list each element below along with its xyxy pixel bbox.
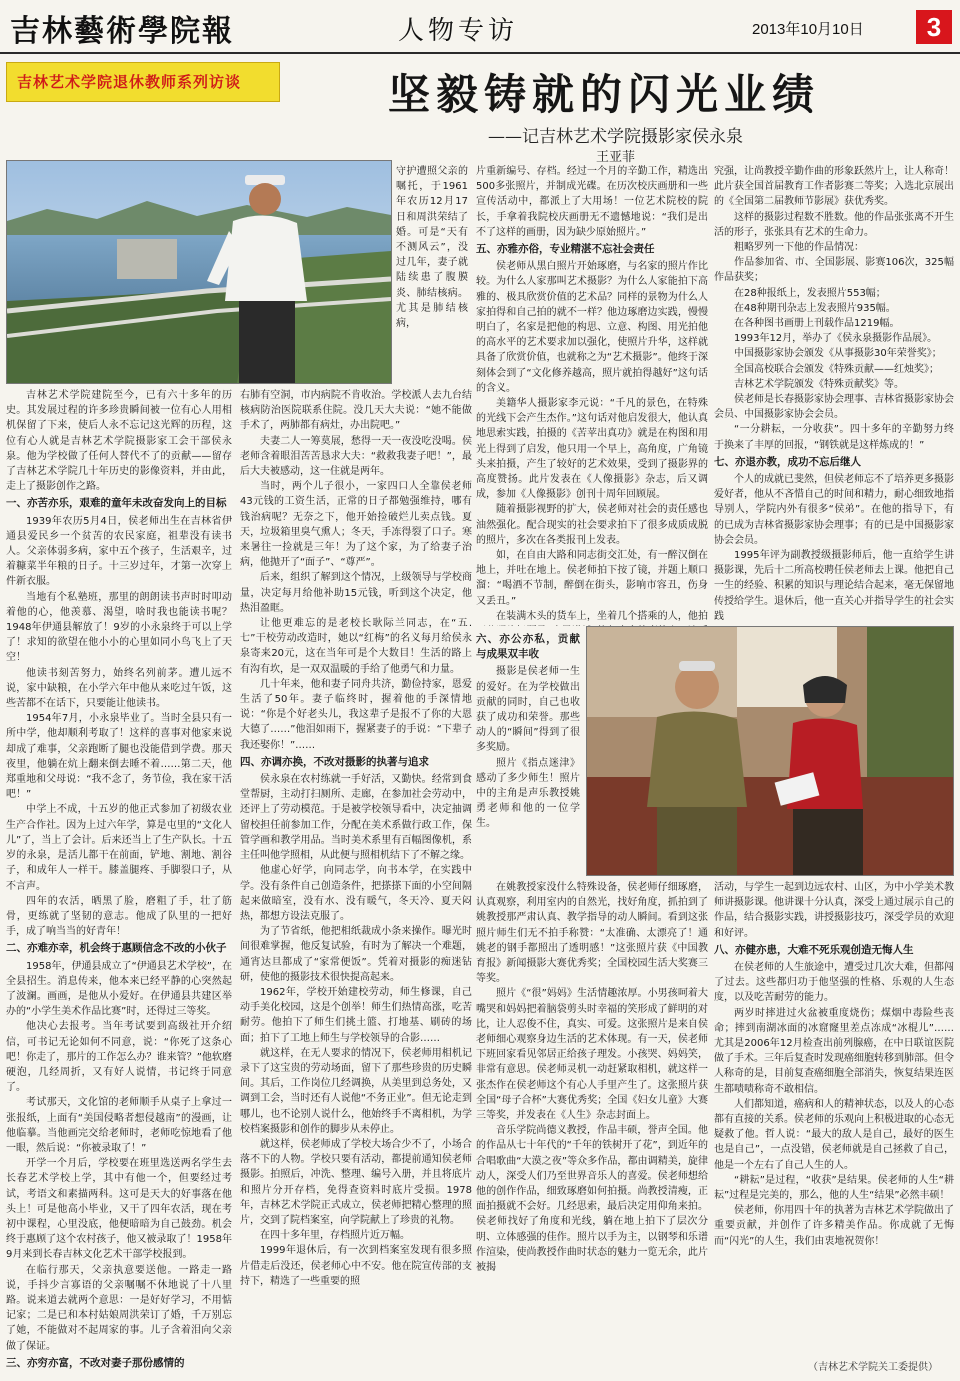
paragraph: 如，在自由大路和同志街交汇处，有一醉汉倒在地上，并吐在地上。侯老师拍下按了镜，并题上顺口溜：“喝酒不节制，醉倒在街头，影响市容丑，伤身又丢丑。” — [476, 550, 708, 607]
paragraph: 四年的农活，晒黑了脸，磨粗了手，壮了筋骨，更练就了坚韧的意志。他成了队里的一把好手，成了响当当的好青年！ — [6, 895, 232, 938]
text-column-top — [396, 164, 468, 386]
page-number-badge: 3 — [916, 10, 952, 44]
paragraph: 究强，让尚教授辛勤作曲的形象跃然片上，让人称奇！此片获全国首届教育工作者影赛二等奖；入选北京展出的《全国第二届教师节影展》获优秀奖。 — [714, 166, 954, 208]
paragraph: 在各种图书画册上刊载作品1219幅。 — [734, 318, 900, 330]
section-name: 人物专访 — [398, 16, 519, 46]
text-column-2 — [240, 388, 472, 1374]
paragraph: 活动，与学生一起到边远农村、山区，为中小学美术教师讲摄影课。他讲课十分认真，深受上通过展示自己的作品，结合摄影实践，讲授摄影技巧，深受学员的欢迎和好评。 — [714, 882, 954, 939]
paragraph: “一分耕耘，一分收获”。四十多年的辛勤努力终于换来了丰厚的回报，“钢铁就是这样炼成的！” — [714, 424, 954, 451]
paragraph: 侯老师，你用四十年的执著为吉林艺术学院做出了重要贡献，并创作了许多精美作品。你成就了无悔而“闪光”的人生，我们由衷地祝贺你！ — [714, 1205, 954, 1247]
paragraph: 开学一个月后，学校要在班里选送两名学生去长春艺术学校上学，其中有他一个，但要经过考试，考语文和素描两科。这可是天大的好事落在他头上！可是他高小毕业，又干了四年农活，现在考初中课程，心里没底，他便暗暗为自己鼓劲。机会终于惠顾了这个农村孩子，他又被录取了！1958年9月来到长春吉林文化艺术干部学校报到。 — [6, 1158, 232, 1261]
text-column-4-lower — [714, 880, 954, 1356]
paragraph: 让他更难忘的是老校长耿际兰同志，在“五.七”干校劳动改造时，她以“红梅”的名义每月给侯永泉寄来20元，这在当年可是个大数目！生活的路上有沟有坎，是一双双温暖的手给了他勇气和力量。 — [240, 618, 472, 675]
text-column-3-narrow — [476, 630, 580, 878]
paragraph: 美籍华人摄影家李元说：“千凡的景色，在特殊的光线下会产生杰作。”这句话对他启发很大，他认真地思索实践，拍摄的《苦苹出真功》就是在构图和用光上得到了启发，他只用一个早上，高角度，广角镜头来拍摄，产生了较好的艺术效果，受到了摄影界的高度赞扬。此片发表在《人像摄影》杂志，后又调成，参加《人像摄影》创刊十周年回顾展。 — [476, 398, 708, 501]
paragraph: 为了节省纸，他把相纸裁成小条来操作。曝光时间很难掌握，他反复试验，有时为了解决一个难题，通宵达旦都成了“家常便饭”。凭着对摄影的痴迷钻研，使他的摄影技术很快提高起来。 — [240, 926, 472, 983]
paragraph: 1999年退休后，有一次到档案室发现有很多照片借走后没还，侯老师心中不安。他在院宣传部的支持下，精选了一些重要的照 — [240, 1245, 472, 1287]
paragraph: 右肺有空洞，市内病院不肯收治。学校派人去九台结核病防治医院联系住院。没几天大夫说：“她不能做手术了，两肺都有病灶，办出院吧。” — [240, 390, 472, 432]
paragraph: 音乐学院尚德义教授，作品丰硕，誉声全国。他的作品从七十年代的“千年的铁树开了花”，到近年的合唱歌曲“大漠之夜”等众多作品，都由调精美，旋律动人，深受人们乃至世界音乐人的喜爱。侯老师想给他的创作作品，细致琢磨如何拍摄。尚教授清瘦，正面拍摄就不会好。几经思索，最后决定用仰角来拍。侯老师找好了角度和光线，躺在地上拍下了层次分明、立体感强的佳作。照片以手为主，以钢琴和乐谱作渲染，使尚教授作曲时状态的魅力一览无余，此片被揭 — [476, 1125, 708, 1274]
paragraph: 守护遭照父亲的嘱托，于1961年农历12月17日和周洪荣结了婚。可是“天有不测风云”，没过几年，妻子就陆续患了腹膜炎、肺结核病。尤其是肺结核病， — [396, 166, 468, 330]
paragraph: 1962年，学校开始建校劳动，师生修课，自己动手美化校园，这是个创举！师生们热情高涨，吃苦耐劳。他拍下了师生们挑土篮、打地基、刷砖的场面；拍下了工地上师生与学校领导的合影…… — [240, 986, 472, 1044]
section-heading: 一、亦苦亦乐，艰难的童年未改奋发向上的目标 — [6, 497, 227, 510]
paragraph: 他决心去报考。当年考试要到高级社开介绍信，可书记无论如何不同意，说：“你死了这条心吧！你走了，那片的工作怎么办？谁来管？”他软磨硬泡，几经周折，又有好人说情，书记终于同意了。 — [6, 1021, 232, 1094]
paragraph: 侯老师是长春摄影家协会理事、吉林省摄影家协会会员、中国摄影家协会会员。 — [714, 394, 954, 421]
section-heading: 七、亦退亦教，成功不忘后继人 — [714, 455, 861, 468]
text-column-4 — [714, 164, 954, 626]
paragraph: 1958年，伊通县成立了“伊通县艺术学校”，在全县招生。消息传来，他本来已经平静的心突然起了波澜。画画，是他从小爱好。在伊通县共建区举办的“小学生美术作品比赛”时，还得过三等奖。 — [6, 960, 232, 1018]
paragraph: 考试那天，文化馆的老师顺手从桌子上拿过一张报纸，上面有“美国侵略者想侵越南”的漫画，让他临摹。当他画完交给老师时，老师吃惊地看了他一眼，然后说：“你被录取了！” — [6, 1097, 232, 1154]
paragraph: 后来，组织了解到这个情况，上级领导与学校商量，决定每月给他补助15元钱，听到这个决定，他热泪盈眶。 — [240, 572, 472, 614]
paragraph: 1954年7月，小永泉毕业了。当时全县只有一所中学，他却顺利考取了！这样的喜事对他家来说却成了难事，父亲跑断了腿也没能借到学费。那天夜里，他躺在炕上翻来倒去睡不着……第二天，他郑重地和父母说：“我不念了，务节俭，我在家干活吧！” — [6, 713, 232, 801]
paragraph: 照片《指点迷津》感动了多少师生！照片中的主角是声乐教授姚勇老师和他的一位学生。 — [476, 757, 580, 830]
masthead — [0, 0, 960, 54]
paragraph: 夫妻二人一筹莫展，愁得一天一夜没吃没喝。侯老师含着眼泪苦苦恳求大夫：“救救我妻子吧！”，最后大夫被感动，这一住就是两年。 — [240, 435, 472, 478]
paragraph: 中国摄影家协会颁发《从事摄影30年荣誉奖》； — [734, 348, 942, 360]
paragraph: “耕耘”是过程，“收获”是结果。侯老师的人生“耕耘”过程是完美的，那么，他的人生“结果”必然丰硕！ — [714, 1174, 954, 1202]
paragraph: 全国高校联合会颁发《特殊贡献——红烛奖》； — [734, 363, 939, 375]
section-heading: 三、亦穷亦富，不改对妻子那份感情的 — [6, 1356, 185, 1369]
section-heading: 四、亦调亦换，不改对摄影的执著与追求 — [240, 755, 429, 768]
paper-name: 吉林藝術學院報 — [10, 14, 234, 49]
section-heading: 八、亦健亦患，大难不死乐观创造无悔人生 — [714, 943, 914, 956]
paragraph: 摄影是侯老师一生的爱好。在为学校做出贡献的同时，自己也收获了成功和荣誉。那些动人的“瞬间”得到了很多奖励。 — [476, 666, 580, 754]
paragraph: 就这样，侯老师成了学校大场合少不了，小场合落不下的人物。学校只要有活动，都提前通知侯老师摄影。拍照后，冲洗、整理、编号入册，并且将底片和照片分开存档，免得查资料时底片受损。1978年，吉林艺术学院正式成立，侯老师把精心整理的照片，交到了院档案室，向学院献上了珍贵的礼物。 — [240, 1138, 472, 1226]
paragraph: 他读书刻苦努力，始终名列前茅。遭儿远不说，家中缺粮，在小学六年中他从来吃过午饭，这些苦都不在话下，只要能让他读书。 — [6, 667, 232, 710]
paragraph: 这样的摄影过程数不胜数。他的作品张张离不开生活的形子，张张具有艺术的生命力。 — [714, 211, 954, 238]
byline: 王亚菲 — [596, 150, 636, 165]
headline: 坚毅铸就的闪光业绩 — [388, 70, 821, 119]
issue-date: 2013年10月10日 — [752, 21, 864, 38]
paragraph: 作品参加省、市、全国影展、影赛106次，325幅作品获奖； — [714, 257, 954, 284]
paragraph: 中学上不成，十五岁的他正式参加了初级农业生产合作社。因为上过六年学，算是屯里的“文化人儿”了，当上了会计。后来还当上了生产队长。十五岁的永泉，是活儿都干在前面，铲地、割地、割谷子，和成年人一样干。膝盖腿疼、手脚裂口子，从不言声。 — [6, 804, 232, 892]
paragraph: 在28种报纸上，发表照片553幅； — [734, 287, 886, 299]
text-column-3-lower — [476, 880, 708, 1374]
paragraph: 在临行那天，父亲执意要送他。一路走一路说，手抖少言寡语的父亲嘱嘱不休地说了十八里路。说来道去就两个意思：一是好好学习，不用惦记家；二是已和本村姑娘周洪荣订了婚，千万别忘了她，不能做对不起周家的事。儿子含着泪向父亲做了保证。 — [6, 1264, 232, 1352]
text-column-1 — [6, 388, 232, 1374]
paragraph: 两岁时摔进过火盆被重度烧伤；煤烟中毒险些丧命；摔到南湖冰面的冰窟窿里差点冻成“冰棍儿”……尤其是2006年12月检查出前列腺癌，在中日联谊医院做了手术。三年后复查时发现癌细胞转移到肺部。但令人称奇的是，目前复查癌细胞全部消失，恢复结果连医生都啧啧称奇不敢相信。 — [714, 1007, 954, 1095]
paragraph: 吉林艺术学院颁发《特殊贡献奖》等。 — [734, 378, 904, 390]
paragraph: 当时，两个儿子很小，一家四口人全靠侯老师43元钱的工资生活，正常的日子都勉强维持，哪有钱治病呢？无奈之下，他开始捡破烂儿卖点钱。夏天，垃圾箱里臭气熏人；冬天，手冻得裂了口子。寒来暑往一捡就是三年！为了这个家，为了给妻子治病，他抛开了“面子”、“尊严”。 — [240, 481, 472, 569]
paragraph: 侯老师从黑白照片开始琢磨，与名家的照片作比较。为什么人家那叫艺术摄影？为什么人家能拍下高雅的、极具欣赏价值的艺术品？同样的景物为什么人家拍得和自己拍的就不一样？他边琢磨边实践，慢慢明白了，名家是把他的构思、立意、构图、用光拍他的高水平的艺术要求加以强化，使照片升华，这样就具备了欣赏价值，也就称之为“艺术摄影”。他终于深刻体会到了“文化修养越高，照片就拍得越好”这句话的含义。 — [476, 261, 708, 394]
photo-portrait-by-lake — [6, 160, 392, 384]
paragraph: 就这样，在无人要求的情况下，侯老师用相机记录下了这宝贵的劳动场面，留下了那些珍贵的历史瞬间。其后，工作岗位几经调换，从美里到总务处，又调到工会，当时还有人说他“不务正业”。但无论走到哪儿，也不论别人说什么，他始终手不离相机，为学校档案摄影和创作的脚步从未停止。 — [240, 1047, 472, 1135]
section-heading: 六、亦公亦私，贡献与成果双丰收 — [476, 633, 580, 661]
subheadline: ——记吉林艺术学院摄影家侯永泉 — [488, 127, 743, 147]
section-heading: 五、亦雅亦俗，专业精湛不忘社会责任 — [476, 243, 655, 256]
paragraph: 随着摄影视野的扩大，侯老师对社会的责任感也油然强化。配合现实的社会要求拍下了很多成质成脱的照片，多次在各类报刊上发表。 — [476, 504, 708, 546]
paragraph: 1993年12月，举办了《侯永泉摄影作品展》。 — [734, 333, 938, 345]
paragraph: 个人的成就已斐然，但侯老师忘不了培养更多摄影爱好者，他从不吝惜自己的时间和精力，耐心细致地指导别人，学院内外有很多“侯弟”。在他的指导下，有的已成为吉林省摄影家协会理事；有的已是中国摄影家协会会员。 — [714, 474, 954, 546]
paragraph: 吉林艺术学院建院至今，已有六十多年的历史。其发展过程的许多珍贵瞬间被一位有心人用相机保留了下来，使后人永不忘记这光辉的历程，这位有心人就是吉林艺术学院摄影家工会干部侯永泉。他为学校做了任何人替代不了的贡献——留存了吉林艺术学院几十年历史的影像资料，并由此，走上了摄影创作之路。 — [6, 390, 232, 493]
series-banner — [6, 62, 280, 102]
photo-interview-image — [587, 627, 953, 875]
paragraph: 1995年评为副教授级摄影师后，他一直给学生讲摄影课，先后十二所高校聘任侯老师去上课。他把自己一生的经验、积累的知识与理论结合起来，毫无保留地传授给学生。退休后，他一直关心并指导学生的社会实践 — [714, 550, 954, 622]
paragraph: 他虚心好学，向同志学，向书本学，在实践中学。没有条件自己创造条件，把搽搽下面的小空间隔起来做暗室，没有水、没有暖气，冬天冷、夏天闷热，都想方设法克服了。 — [240, 865, 472, 922]
paragraph: 几十年来，他和妻子同舟共济，勤俭持家，恩爱生活了50年。妻子临终时，握着他的手深情地说：“你是个好老头儿，我这辈子是报不了你的大恩大德了……”他泪如雨下，握紧妻子的手说：“下辈子我还娶你！”…… — [240, 678, 472, 751]
paragraph: 在侯老师的人生旅途中，遭受过几次大难，但都闯了过去。这些都归功于他坚强的性格、乐观的人生态度，以及吃苦耐劳的能力。 — [714, 962, 954, 1004]
paragraph: 在四十多年里，存档照片近万幅。 — [260, 1230, 410, 1242]
paragraph: 粗略罗列一下他的作品情况： — [734, 242, 864, 254]
paragraph: 人们都知道，癌病和人的精神状态，以及人的心态都有直接的关系。侯老师的乐观向上积极进取的心态无疑救了他。哲人说：“最大的敌人是自己，最好的医生也是自己”，一点没错，侯老师就是自己拯救了自己，他是一个左右了自己人生的人。 — [714, 1098, 954, 1171]
credit-line: （吉林艺术学院关工委提供） — [808, 1362, 938, 1373]
paragraph: 片重新编号、存档。经过一个月的辛勤工作，精选出500多张照片，并制成光碟。在历次校庆画册和一些宣传活动中，都派上了大用场！一位艺术院校的院长，手拿着我院校庆画册无不遗憾地说：“我们是出不了这样的画册，因为缺少原始照片。” — [476, 166, 708, 238]
paragraph: 在48种期刊杂志上发表照片935幅。 — [734, 302, 896, 314]
photo-interview — [586, 626, 954, 876]
photo-portrait-image — [7, 161, 391, 383]
paragraph: 在姚教授家没什么特殊设备，侯老师仔细琢磨，认真观察，利用室内的自然光，找好角度，抓拍到了姚教授那严肃认真、教学指导的动人瞬间。看到这张照片师生们无不拍手称赞：“太准确、太漂亮了！通姚老的钢手都照出了透明感！”这张照片获《中国教育报》新闻摄影大赛优秀奖；全国校园生活大奖赛三等奖。 — [476, 882, 708, 985]
section-heading: 二、亦难亦幸，机会终于惠顾信念不改的小伙子 — [6, 942, 227, 955]
text-column-3 — [476, 164, 708, 626]
paragraph: 在装满木头的货车上，坐着几个搭乘的人，他拍 — [496, 610, 708, 622]
paragraph: 侯永泉在农村练就一手好活，又勤快。经常到食堂帮厨，主动打扫厕所、走廊，在参加社会劳动中，还评上了劳动模范。于是被学校领导看中，决定抽调留校担任前参加工作，分配在美术系做行政工作，保管学画和教学用品。当时美术系里有百幅图像机，系主任叫他学照相，从此便与照相机结下了不解之缘。 — [240, 774, 472, 862]
paragraph: 照片《“很”妈妈》生活情趣浓厚。小男孩呵着大嘴哭和妈妈把着脑袋剪头时幸福的笑形成了鲜明的对比，让人忍俊不住，真实、可爱。这张照片是来自侯老师细心观察身边生活的艺术体现。有一天，侯老师下班回家看见邻居正给孩子理发。小孩哭、妈妈笑，非常有意思。侯老师灵机一动赶紧取相机，就这样一张杰作在侯老师这个有心人手里产生了。这张照片获全国“母子合杯”大赛优秀奖；全国《妇女儿童》大赛三等奖，并发表在《人生》杂志封面上。 — [476, 988, 708, 1122]
series-title: 吉林艺术学院退休教师系列访谈 — [17, 73, 242, 91]
paragraph: 当地有个私塾班，那里的朗朗读书声时时叩动着他的心，他羡慕、渴望，啥时我也能读书呢？1948年伊通县解放了！9岁的小永泉终于可以上学了！求知的欲望在他小小的心里如同小鸟飞上了天空！ — [6, 591, 232, 664]
paragraph: 1939年农历5月4日，侯老师出生在吉林省伊通县爱民乡一个贫苦的农民家庭，祖辈没有读书人。父亲体弱多病，家中五个孩子，生活艰辛，过着糠菜半年粮的日子。十三岁过年，才第一次穿上件新衣服。 — [6, 515, 232, 588]
